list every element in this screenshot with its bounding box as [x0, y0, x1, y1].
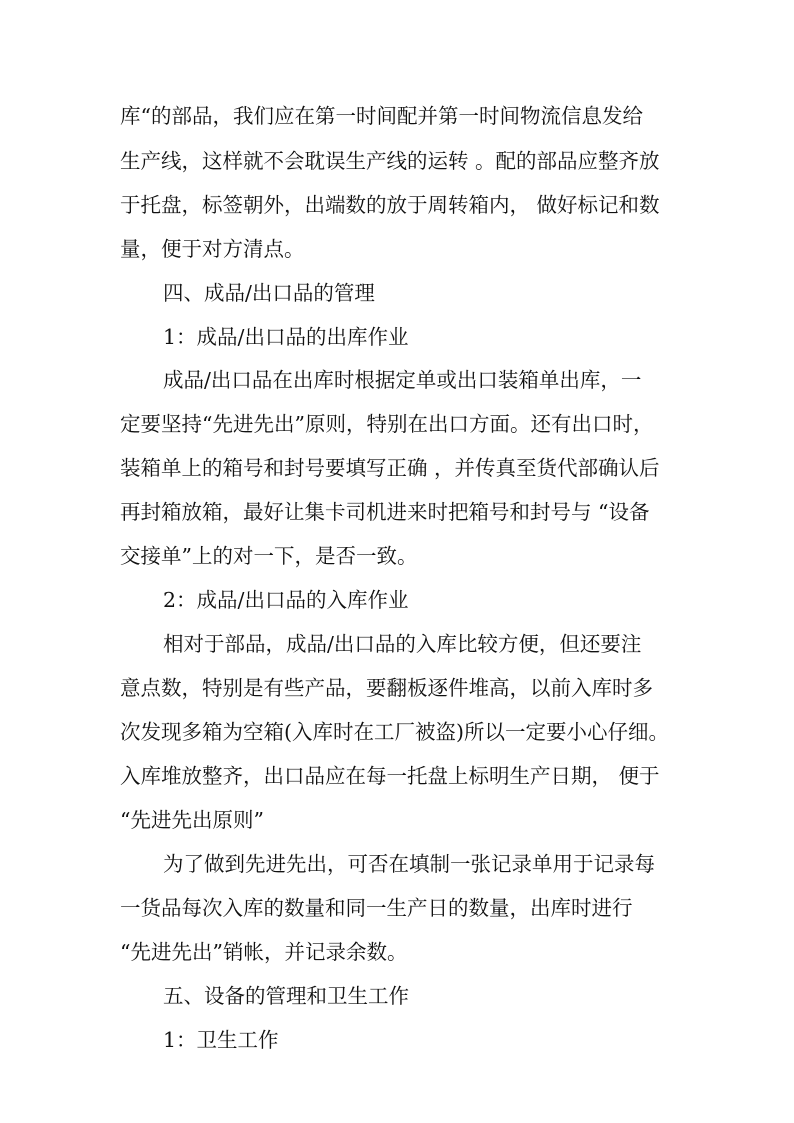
- section-heading: 四、成品/出口品的管理: [163, 281, 375, 305]
- paragraph-line: 一货品每次入库的数量和同一生产日的数量，出库时进行: [120, 896, 633, 920]
- paragraph-line: 量，便于对方清点。: [120, 237, 305, 261]
- paragraph-line: 库“的部品，我们应在第一时间配并第一时间物流信息发给: [120, 104, 643, 128]
- paragraph-line: “先进先出”销帐，并记录余数。: [120, 940, 408, 964]
- paragraph-line: 意点数，特别是有些产品，要翻板逐件堆高，以前入库时多: [120, 676, 653, 700]
- paragraph-line: 定要坚持“先进先出”原则，特别在出口方面。还有出口时，: [120, 412, 654, 436]
- paragraph-line: 次发现多箱为空箱(入库时在工厂被盗)所以一定要小心仔细。: [120, 720, 669, 744]
- paragraph-line: “先进先出原则”: [120, 808, 264, 832]
- paragraph-line: 装箱单上的箱号和封号要填写正确 ，并传真至货代部确认后: [120, 456, 660, 480]
- paragraph-line: 再封箱放箱，最好让集卡司机进来时把箱号和封号与 “设备: [120, 500, 650, 524]
- paragraph-line: 交接单”上的对一下，是否一致。: [120, 544, 418, 568]
- paragraph-line: 入库堆放整齐，出口品应在每一托盘上标明生产日期， 便于: [120, 764, 660, 788]
- paragraph-line: 成品/出口品在出库时根据定单或出口装箱单出库，一: [163, 368, 642, 392]
- subsection-heading: 1：卫生工作: [163, 1028, 279, 1052]
- subsection-heading: 2：成品/出口品的入库作业: [163, 588, 409, 612]
- paragraph-line: 于托盘，标签朝外，出端数的放于周转箱内， 做好标记和数: [120, 193, 660, 217]
- paragraph-line: 相对于部品，成品/出口品的入库比较方便，但还要注: [163, 632, 642, 656]
- subsection-heading: 1：成品/出口品的出库作业: [163, 325, 409, 349]
- paragraph-line: 生产线，这样就不会耽误生产线的运转 。配的部品应整齐放: [120, 149, 660, 173]
- paragraph-line: 为了做到先进先出，可否在填制一张记录单用于记录每: [163, 852, 655, 876]
- section-heading: 五、设备的管理和卫生工作: [163, 984, 409, 1008]
